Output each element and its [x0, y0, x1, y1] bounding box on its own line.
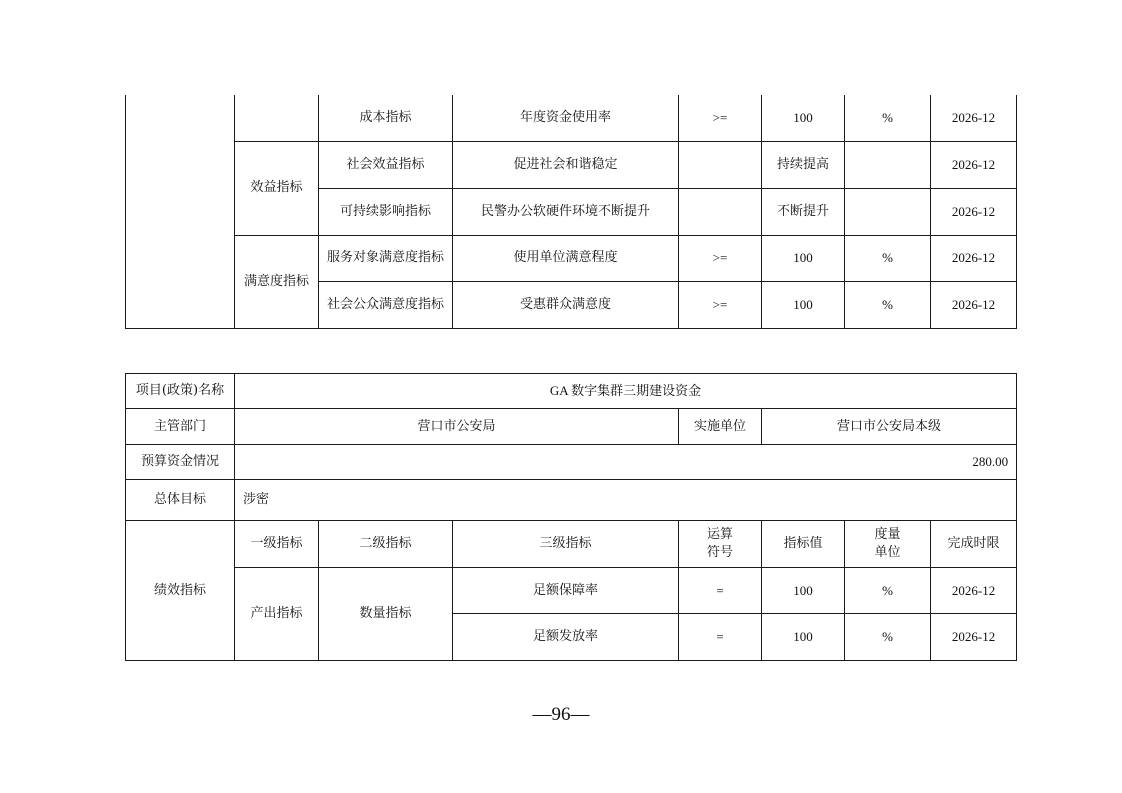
perf-label: 绩效指标: [126, 521, 235, 661]
level3-cell: 足额发放率: [453, 614, 679, 661]
level1-cell: 满意度指标: [235, 235, 319, 328]
header-operator: [679, 521, 762, 568]
level3-cell: 促进社会和谐稳定: [453, 141, 679, 188]
level2-cell: 社会公众满意度指标: [319, 281, 453, 328]
header-unit: [845, 521, 931, 568]
empty-cell: [235, 95, 319, 141]
unit-cell: %: [845, 568, 931, 614]
level2-cell: 可持续影响指标: [319, 188, 453, 235]
header-unit-line1: 度量: [874, 527, 901, 542]
deadline-cell: 2026-12: [931, 188, 1017, 235]
value-cell: 100: [762, 235, 845, 281]
deadline-cell: 2026-12: [931, 614, 1017, 661]
budget-label: 预算资金情况: [126, 445, 235, 480]
level2-cell: 成本指标: [319, 95, 453, 141]
header-level3: 三级指标: [453, 521, 679, 568]
unit-cell: [845, 188, 931, 235]
deadline-cell: 2026-12: [931, 141, 1017, 188]
value-cell: 100: [762, 614, 845, 661]
unit-cell: %: [845, 235, 931, 281]
header-deadline: 完成时限: [931, 521, 1017, 568]
header-level2: 二级指标: [319, 521, 453, 568]
dept-value: 营口市公安局: [235, 409, 679, 445]
header-level1: 一级指标: [235, 521, 319, 568]
empty-cell: [126, 95, 235, 328]
value-cell: 100: [762, 95, 845, 141]
operator-cell: [679, 188, 762, 235]
dept-label: 主管部门: [126, 409, 235, 445]
level3-cell: 年度资金使用率: [453, 95, 679, 141]
level2-cell: 社会效益指标: [319, 141, 453, 188]
goal-value: 涉密: [235, 480, 1017, 521]
project-name-label: 项目(政策)名称: [126, 374, 235, 409]
level1-cell: 效益指标: [235, 141, 319, 235]
level3-cell: 受惠群众满意度: [453, 281, 679, 328]
level2-cell: 数量指标: [319, 568, 453, 661]
value-cell: 100: [762, 281, 845, 328]
goal-label: 总体目标: [126, 480, 235, 521]
operator-cell: =: [679, 614, 762, 661]
impl-value: 营口市公安局本级: [762, 409, 1017, 445]
operator-cell: >=: [679, 235, 762, 281]
header-unit-line2: 单位: [874, 545, 901, 560]
operator-cell: >=: [679, 281, 762, 328]
deadline-cell: 2026-12: [931, 568, 1017, 614]
deadline-cell: 2026-12: [931, 281, 1017, 328]
header-operator-line1: 运算: [706, 527, 733, 542]
project-name-value: GA 数字集群三期建设资金: [235, 374, 1017, 409]
budget-value: 280.00: [235, 445, 1017, 480]
unit-cell: [845, 141, 931, 188]
performance-table-continued: [125, 95, 1017, 329]
impl-label: 实施单位: [679, 409, 762, 445]
deadline-cell: 2026-12: [931, 95, 1017, 141]
header-operator-line2: 符号: [706, 545, 733, 560]
operator-cell: [679, 141, 762, 188]
value-cell: 不断提升: [762, 188, 845, 235]
unit-cell: %: [845, 614, 931, 661]
level3-cell: 民警办公软硬件环境不断提升: [453, 188, 679, 235]
value-cell: 持续提高: [762, 141, 845, 188]
header-value: 指标值: [762, 521, 845, 568]
level3-cell: 足额保障率: [453, 568, 679, 614]
operator-cell: =: [679, 568, 762, 614]
deadline-cell: 2026-12: [931, 235, 1017, 281]
value-cell: 100: [762, 568, 845, 614]
project-table: [125, 373, 1017, 661]
page-number: —96—: [532, 704, 590, 725]
level1-cell: 产出指标: [235, 568, 319, 661]
unit-cell: %: [845, 281, 931, 328]
unit-cell: %: [845, 95, 931, 141]
operator-cell: >=: [679, 95, 762, 141]
level3-cell: 使用单位满意程度: [453, 235, 679, 281]
level2-cell: 服务对象满意度指标: [319, 235, 453, 281]
